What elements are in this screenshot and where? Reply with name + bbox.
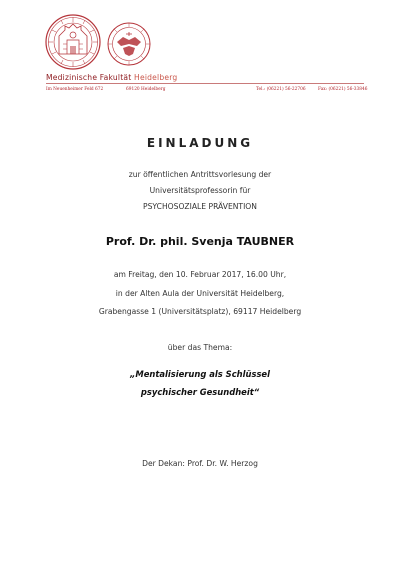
university-seal-logo xyxy=(45,14,101,70)
event-place-2: Grabengasse 1 (Universitätsplatz), 69117 Heidelberg xyxy=(98,307,302,316)
intro-line-3: PSYCHOSOZIALE PRÄVENTION xyxy=(143,202,257,211)
dean-signature-line: Der Dekan: Prof. Dr. W. Herzog xyxy=(142,459,258,468)
faculty-name-main: Medizinische Fakultät xyxy=(46,73,132,82)
faculty-name-city: Heidelberg xyxy=(134,73,178,82)
intro-line-2: Universitätsprofessorin für xyxy=(149,186,251,195)
intro-line-1: zur öffentlichen Antrittsvorlesung der xyxy=(128,170,272,179)
header-divider xyxy=(46,83,364,84)
topic-line-1: „Mentalisierung als Schlüssel xyxy=(129,369,270,379)
event-date: am Freitag, den 10. Februar 2017, 16.00 Uhr, xyxy=(113,270,287,279)
invitation-title: EINLADUNG xyxy=(146,136,254,150)
topic-intro: über das Thema: xyxy=(167,343,233,352)
address-telephone: Tel.: (06221) 56-22706 xyxy=(256,87,306,92)
university-seals xyxy=(45,14,175,70)
address-zip-city: 69120 Heidelberg xyxy=(126,87,166,92)
topic-line-2: psychischer Gesundheit“ xyxy=(140,387,260,397)
faculty-name xyxy=(46,73,177,82)
faculty-seal-logo xyxy=(107,22,151,66)
speaker-name: Prof. Dr. phil. Svenja TAUBNER xyxy=(105,235,295,248)
event-place-1: in der Alten Aula der Universität Heidelberg, xyxy=(115,289,285,298)
address-fax: Fax: (06221) 56-33846 xyxy=(318,87,368,92)
address-street: Im Neuenheimer Feld 672 xyxy=(46,87,104,92)
